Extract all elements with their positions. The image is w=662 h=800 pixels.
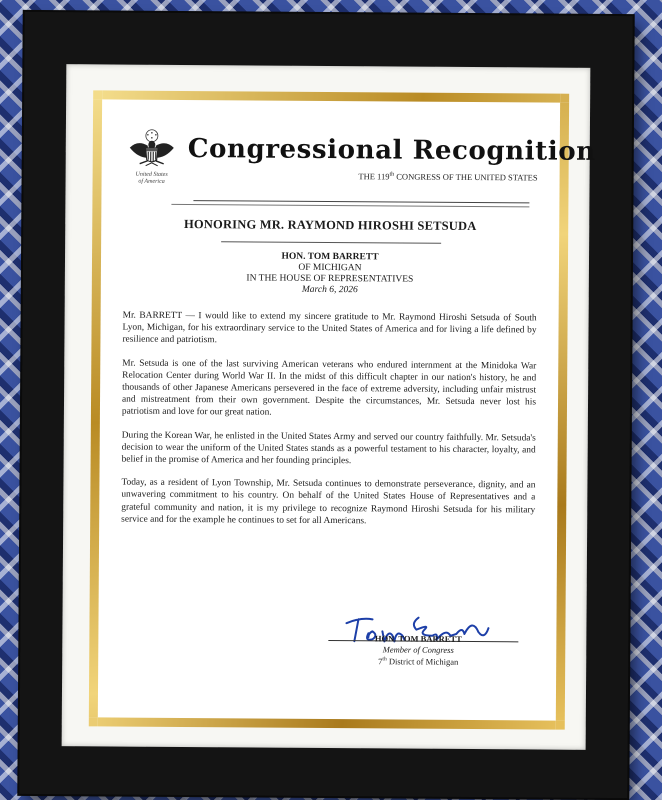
picture-frame bbox=[19, 12, 632, 798]
paragraph-3: During the Korean War, he enlisted in the United States Army and served our country faithfully. Mr. Setsuda's decision to wear the uniform of the United States stands as a powerful testament to his character, loyalty, and belief in the promise of America and her founding principles. bbox=[121, 430, 536, 467]
signature-role: Member of Congress bbox=[382, 643, 454, 655]
body-text bbox=[121, 310, 537, 540]
member-name: HON. TOM BARRETT bbox=[281, 251, 379, 263]
eagle-seal-icon bbox=[126, 128, 178, 172]
district-sup: th bbox=[382, 656, 387, 663]
member-chamber: IN THE HOUSE OF REPRESENTATIVES bbox=[246, 273, 414, 285]
member-state: OF MICHIGAN bbox=[298, 262, 362, 274]
subtitle-sup: th bbox=[389, 171, 395, 178]
paragraph-1: Mr. BARRETT — I would like to extend my sincere gratitude to Mr. Raymond Hiroshi Setsuda of South Lyon, Michigan, for his extraordinary service to the United States of America and for living a life defined by resilience and patriotism. bbox=[122, 310, 537, 346]
header-rule-thin bbox=[171, 204, 529, 207]
paragraph-4: Today, as a resident of Lyon Township, Mr. Setsuda continues to demonstrate perseverance, dignity, and an unwavering commitment to his country. On behalf of the United States House of Representatives and a grateful community and nation, it is my privilege to recognize Raymond Hiroshi Setsuda for his military service and for the example he continues to set for all Americans. bbox=[121, 477, 536, 527]
district-suffix: District of Michigan bbox=[386, 656, 459, 667]
subtitle-prefix: THE 119 bbox=[358, 171, 390, 182]
heading-rule bbox=[221, 241, 441, 244]
document-date: March 6, 2026 bbox=[301, 284, 358, 296]
signature-district bbox=[348, 654, 488, 667]
member-block bbox=[101, 250, 559, 297]
seal bbox=[124, 128, 180, 186]
district-prefix: 7 bbox=[378, 656, 383, 667]
seal-caption-1: United States bbox=[135, 171, 168, 178]
subtitle-suffix: CONGRESS OF THE UNITED STATES bbox=[394, 171, 538, 183]
certificate-subtitle bbox=[358, 171, 537, 182]
honoree-heading: HONORING MR. RAYMOND HIROSHI SETSUDA bbox=[183, 217, 477, 234]
certificate-title: Congressional Recognition bbox=[187, 134, 596, 167]
certificate bbox=[98, 99, 596, 720]
certificate-header bbox=[124, 128, 596, 191]
frame-mat bbox=[62, 64, 596, 750]
signature-name: HON. TOM BARRETT bbox=[374, 633, 462, 644]
seal-caption-2: of America bbox=[138, 178, 165, 185]
header-rule bbox=[193, 200, 529, 203]
signature-block bbox=[348, 633, 488, 667]
gold-border bbox=[89, 90, 596, 729]
paragraph-2: Mr. Setsuda is one of the last surviving American veterans who endured internment at the Minidoka War Relocation Center during World War II. In the midst of this difficult chapter in our nation's history, he and thousands of other Japanese Americans persevered in the face of extreme adversity, including unfair mistrust and mistreatment from their own government. Despite the circumstances, Mr. Setsuda never lost his patriotism and love for our great nation. bbox=[121, 358, 537, 419]
